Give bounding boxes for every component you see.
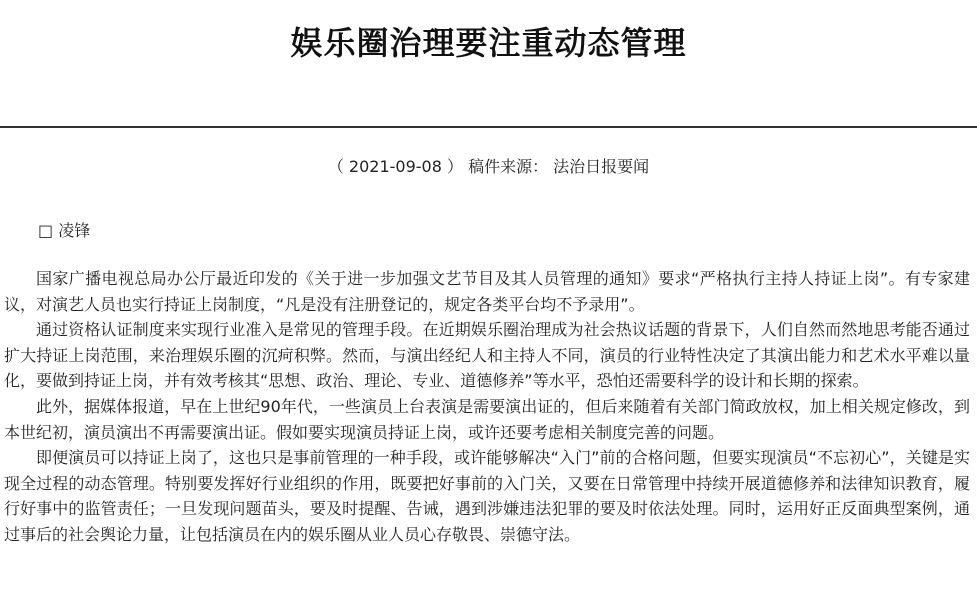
- article-title: 娱乐圈治理要注重动态管理: [290, 24, 687, 62]
- article-author: □ 凌锋: [38, 221, 91, 240]
- title-divider: [0, 126, 977, 128]
- paragraph: 此外，据媒体报道，早在上世纪90年代，一些演员上台表演是需要演出证的，但后来随着有关部门简政放权，加上相关规定修改，到本世纪初，演员演出不再需要演出证。假如要实现演员持证上岗，或许还要考虑相关制度完善的问题。: [4, 396, 970, 442]
- article-body: [4, 266, 970, 548]
- paragraph: 通过资格认证制度来实现行业准入是常见的管理手段。在近期娱乐圈治理成为社会热议话题的背景下，人们自然而然地思考能否通过扩大持证上岗范围，来治理娱乐圈的沉疴积弊。然而，与演出经纪人和主持人不同，演员的行业特性决定了其演出能力和艺术水平难以量化，要做到持证上岗，并有效考核其“思想、政治、理论、专业、道德修养”等水平，恐怕还需要科学的设计和长期的探索。: [4, 320, 970, 391]
- article-meta: （ 2021-09-08 ） 稿件来源： 法治日报要闻: [327, 157, 650, 176]
- paragraph: 即便演员可以持证上岗了，这也只是事前管理的一种手段，或许能够解决“入门”前的合格问题，但要实现演员“不忘初心”，关键是实现全过程的动态管理。特别要发挥好行业组织的作用，既要把好事前的入门关，又要在日常管理中持续开展道德修养和法律知识教育，履行好事中的监管责任；一旦发现问题苗头，要及时提醒、告诫，遇到涉嫌违法犯罪的要及时依法处理。同时，运用好正反面典型案例，通过事后的社会舆论力量，让包括演员在内的娱乐圈从业人员心存敬畏、崇德守法。: [4, 448, 970, 544]
- paragraph: 国家广播电视总局办公厅最近印发的《关于进一步加强文艺节目及其人员管理的通知》要求“严格执行主持人持证上岗”。有专家建议，对演艺人员也实行持证上岗制度，“凡是没有注册登记的，规定各类平台均不予录用”。: [4, 269, 970, 314]
